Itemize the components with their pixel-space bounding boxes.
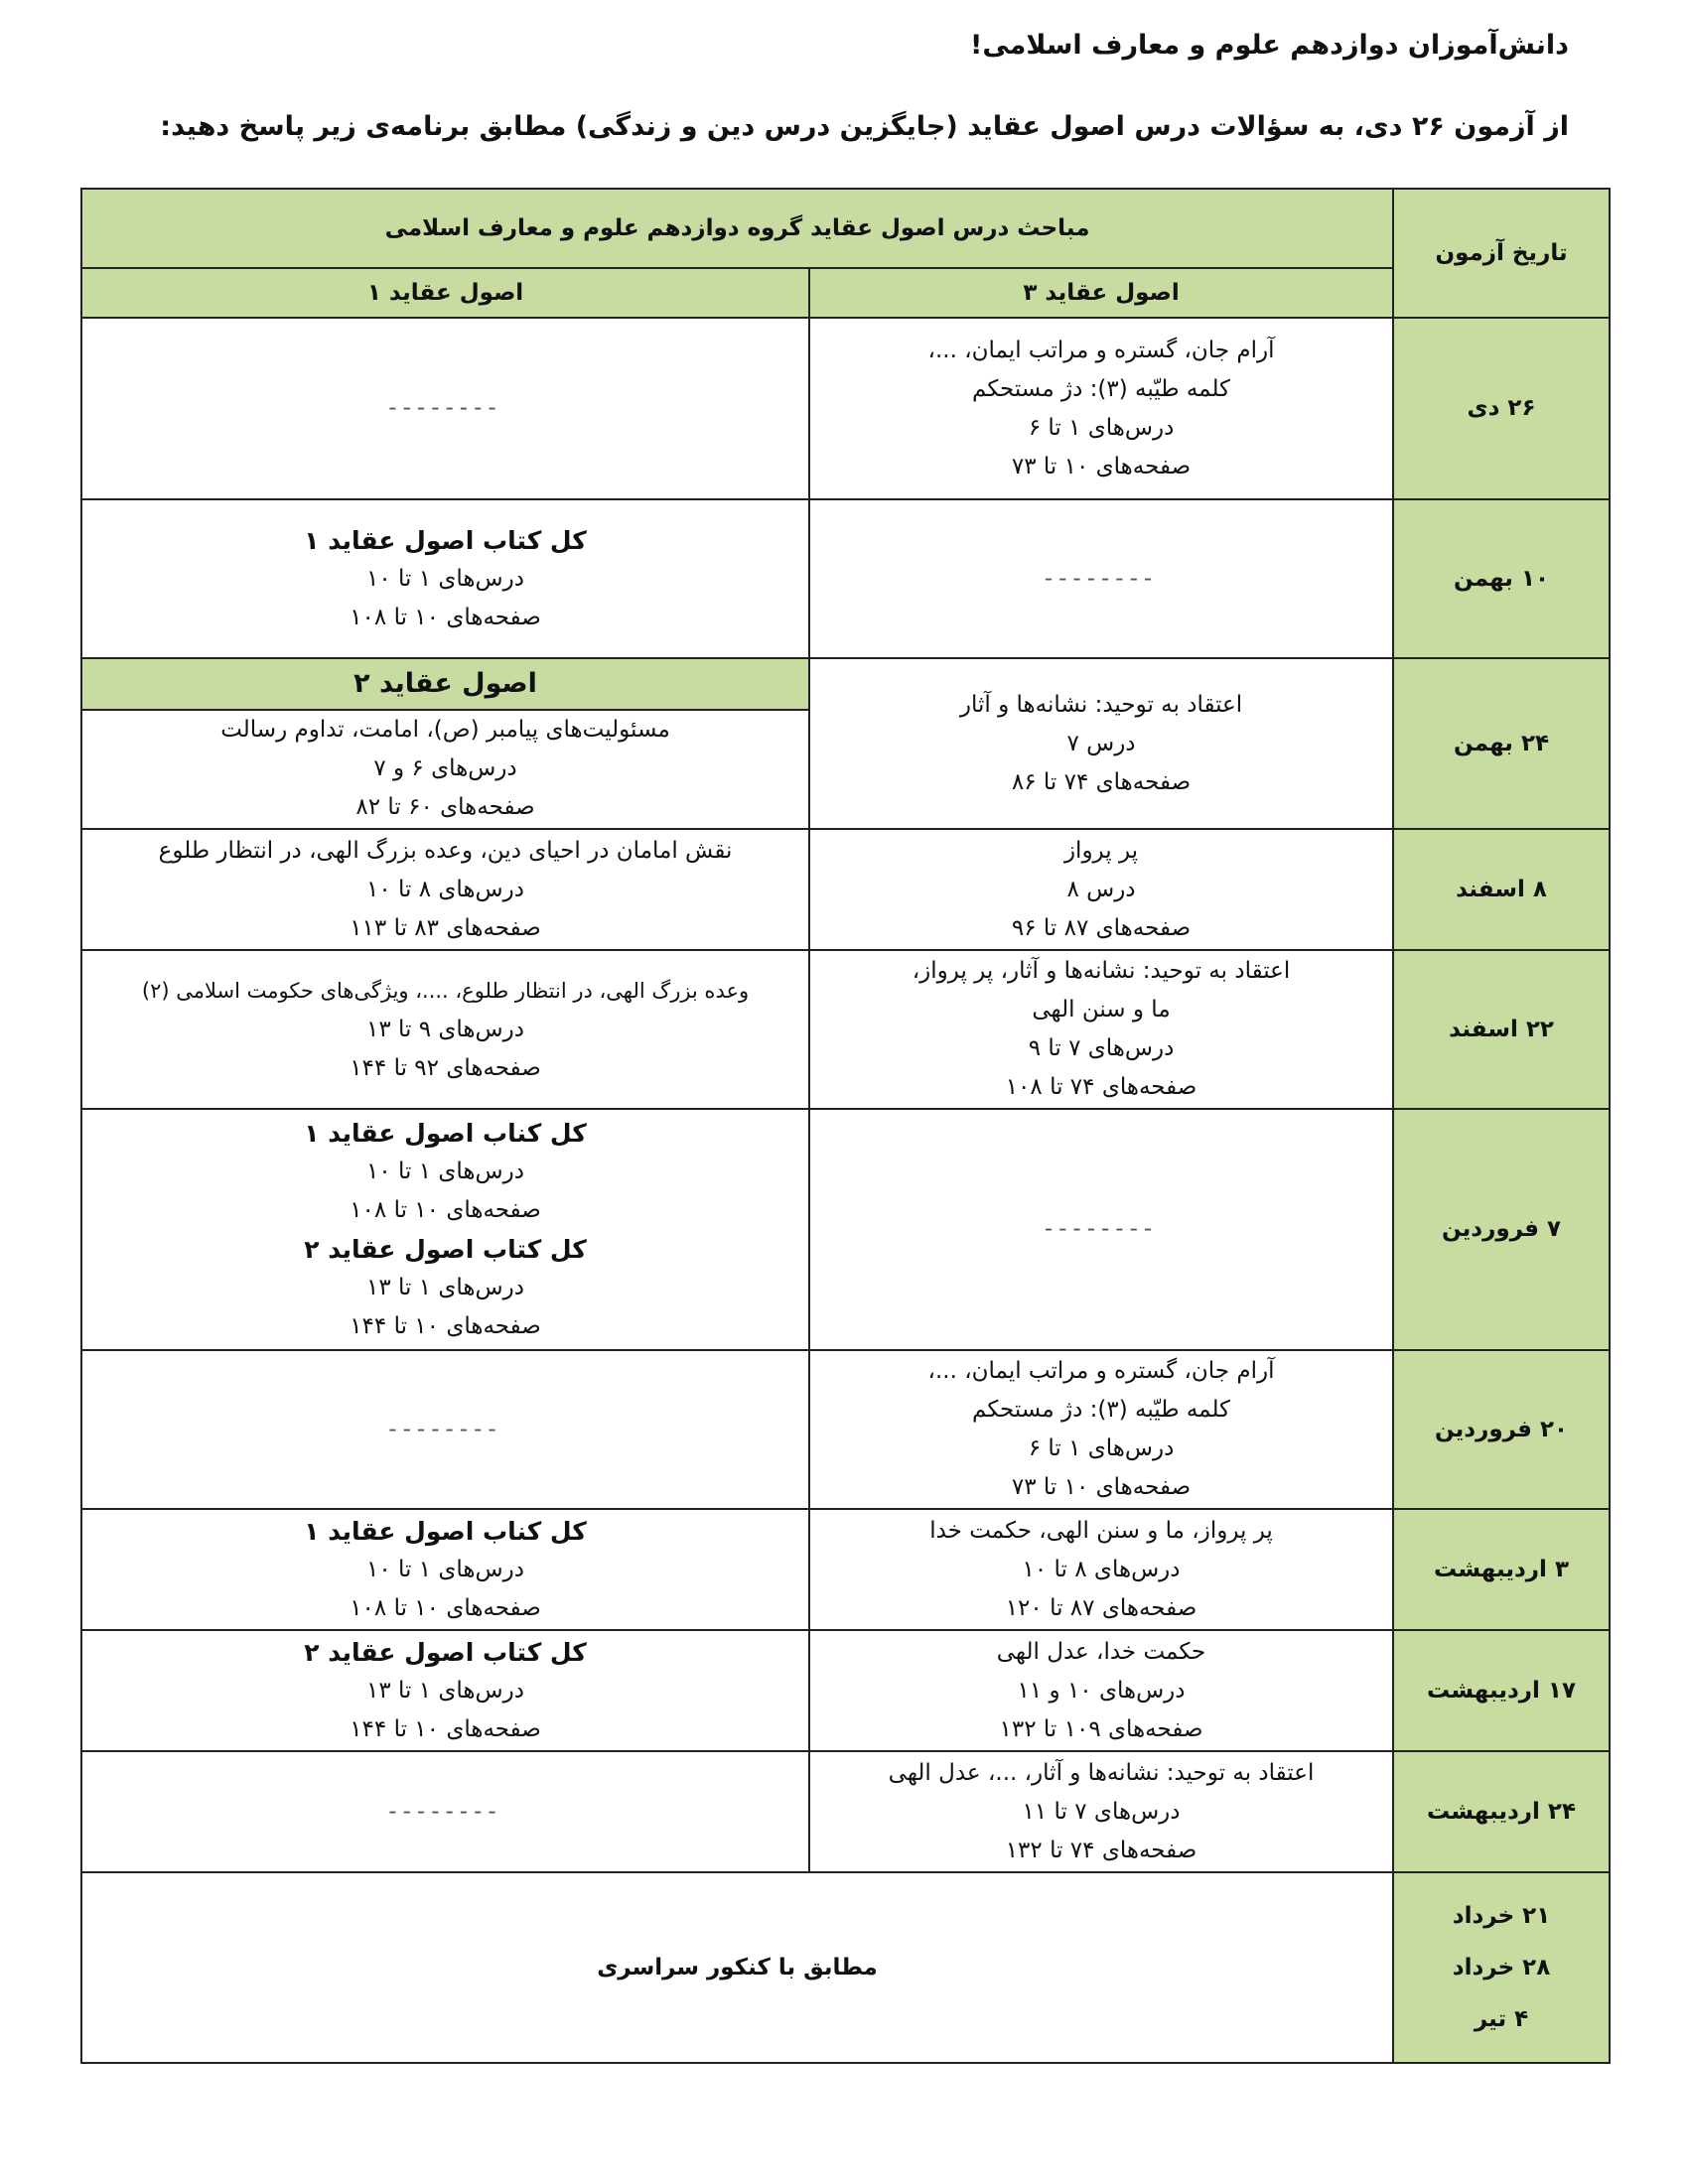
table-row <box>81 499 1610 658</box>
empty-dash: -------- <box>81 1751 809 1872</box>
col3-cell <box>809 829 1393 950</box>
table-row <box>81 829 1610 950</box>
col3-cell <box>809 950 1393 1109</box>
col1-cell <box>81 829 809 950</box>
whole-book-title: کل کناب اصول عقاید ۱ <box>304 1516 587 1546</box>
lessons-line: درس‌های ۷ تا ۹ <box>1028 1035 1175 1061</box>
lessons-line: درس ۷ <box>1066 730 1136 756</box>
pages-line: صفحه‌های ۷۴ تا ۱۰۸ <box>1005 1074 1197 1100</box>
empty-dash: -------- <box>81 1350 809 1509</box>
lessons-line: درس ۸ <box>1066 876 1136 902</box>
col1-cell <box>81 1509 809 1630</box>
pages-line: صفحه‌های ۸۳ تا ۱۱۳ <box>350 914 541 941</box>
main-header: مباحث درس اصول عقاید گروه دوازدهم علوم و معارف اسلامی <box>81 189 1393 268</box>
pages-line: صفحه‌های ۹۲ تا ۱۴۴ <box>350 1054 541 1081</box>
exam-date: ۲۱ خرداد <box>1452 1903 1551 1929</box>
intro-greeting: دانش‌آموزان دوازدهم علوم و معارف اسلامی! <box>970 30 1569 61</box>
lessons-line: درس‌های ۷ تا ۱۱ <box>1022 1798 1181 1825</box>
lessons-line: درس‌های ۱ تا ۶ <box>1028 414 1175 441</box>
final-dates <box>1393 1872 1610 2063</box>
col1-cell <box>81 950 809 1109</box>
col1-cell <box>81 658 809 829</box>
whole-book-title: کل کتاب اصول عقاید ۲ <box>304 1234 587 1264</box>
lessons-line: درس‌های ۱ تا ۱۳ <box>366 1274 524 1300</box>
empty-dash: -------- <box>81 318 809 499</box>
topic-line: مسئولیت‌های پیامبر (ص)، امامت، تداوم رسالت <box>220 717 670 743</box>
pages-line: صفحه‌های ۸۷ تا ۱۲۰ <box>1005 1594 1197 1621</box>
topic-line: ما و سنن الهی <box>1032 997 1171 1023</box>
pages-line: صفحه‌های ۷۴ تا ۱۳۲ <box>1005 1837 1197 1863</box>
intro-instructions: از آزمون ۲۶ دی، به سؤالات درس اصول عقاید (جایگزین درس دین و زندگی) مطابق برنامه‌ی زیر پاسخ دهید: <box>160 111 1569 142</box>
topic-line: کلمه طیّبه (۳): دژ مستحکم <box>972 375 1231 402</box>
lessons-line: درس‌های ۶ و ۷ <box>373 755 517 781</box>
empty-dash: -------- <box>809 499 1393 658</box>
col1-cell <box>81 1630 809 1751</box>
col1-header: اصول عقاید ۱ <box>81 268 809 318</box>
lessons-line: درس‌های ۱ تا ۶ <box>1028 1435 1175 1461</box>
pages-line: صفحه‌های ۷۴ تا ۸۶ <box>1011 768 1192 795</box>
col3-header: اصول عقاید ۳ <box>809 268 1393 318</box>
exam-date: ۲۰ فروردین <box>1393 1350 1610 1509</box>
exam-date: ۲۲ اسفند <box>1393 950 1610 1109</box>
pages-line: صفحه‌های ۱۰ تا ۱۰۸ <box>350 1196 541 1223</box>
lessons-line: درس‌های ۱۰ و ۱۱ <box>1017 1677 1186 1704</box>
table-row <box>81 1109 1610 1350</box>
col1-cell <box>81 1109 809 1350</box>
exam-date: ۴ تیر <box>1474 2006 1529 2032</box>
lessons-line: درس‌های ۹ تا ۱۳ <box>366 1016 524 1042</box>
pages-line: صفحه‌های ۸۷ تا ۹۶ <box>1011 914 1192 941</box>
exam-date: ۷ فروردین <box>1393 1109 1610 1350</box>
table-row-final <box>81 1872 1610 2063</box>
col3-cell <box>809 318 1393 499</box>
lessons-line: درس‌های ۱ تا ۱۰ <box>366 565 524 592</box>
table-row <box>81 318 1610 499</box>
pages-line: صفحه‌های ۱۰ تا ۱۴۴ <box>350 1715 541 1742</box>
pages-line: صفحه‌های ۱۰۹ تا ۱۳۲ <box>999 1715 1203 1742</box>
exam-date: ۲۴ بهمن <box>1393 658 1610 829</box>
pages-line: صفحه‌های ۶۰ تا ۸۲ <box>355 794 535 820</box>
exam-date: ۲۶ دی <box>1393 318 1610 499</box>
final-note: مطابق با کنکور سراسری <box>81 1872 1393 2063</box>
topic-line: نقش امامان در احیای دین، وعده بزرگ الهی، در انتظار طلوع <box>158 837 733 864</box>
table-row <box>81 1751 1610 1872</box>
empty-dash: -------- <box>809 1109 1393 1350</box>
exam-date: ۲۴ اردیبهشت <box>1393 1751 1610 1872</box>
exam-date: ۸ اسفند <box>1393 829 1610 950</box>
pages-line: صفحه‌های ۱۰ تا ۷۳ <box>1011 1474 1192 1500</box>
topic-line: کلمه طیّبه (۳): دژ مستحکم <box>972 1397 1231 1423</box>
table-row <box>81 1630 1610 1751</box>
lessons-line: درس‌های ۱ تا ۱۰ <box>366 1556 524 1582</box>
whole-book-title: کل کتاب اصول عقاید ۲ <box>304 1637 587 1667</box>
table-row <box>81 950 1610 1109</box>
topic-line: پر پرواز <box>1063 837 1139 864</box>
pages-line: صفحه‌های ۱۰ تا ۷۳ <box>1011 453 1192 479</box>
col3-cell <box>809 658 1393 829</box>
date-header: تاریخ آزمون <box>1393 189 1610 318</box>
table-row <box>81 1350 1610 1509</box>
lessons-line: درس‌های ۱ تا ۱۰ <box>366 1158 524 1184</box>
topic-line: اعتقاد به توحید: نشانه‌ها و آثار، ...، عدل الهی <box>888 1759 1315 1786</box>
pages-line: صفحه‌های ۱۰ تا ۱۰۸ <box>350 1594 541 1621</box>
col3-cell <box>809 1350 1393 1509</box>
topic-line: آرام جان، گستره و مراتب ایمان، ...، <box>927 337 1275 363</box>
lessons-line: درس‌های ۱ تا ۱۳ <box>366 1677 524 1704</box>
exam-date: ۳ اردیبهشت <box>1393 1509 1610 1630</box>
topic-line: آرام جان، گستره و مراتب ایمان، ...، <box>927 1358 1275 1384</box>
exam-date: ۲۸ خرداد <box>1452 1955 1551 1980</box>
col3-cell <box>809 1509 1393 1630</box>
col3-cell <box>809 1630 1393 1751</box>
exam-schedule-table <box>80 188 1611 2064</box>
lessons-line: درس‌های ۸ تا ۱۰ <box>1022 1556 1181 1582</box>
col1-cell <box>81 499 809 658</box>
exam-date: ۱۰ بهمن <box>1393 499 1610 658</box>
table-row <box>81 1509 1610 1630</box>
topic-line: وعده بزرگ الهی، در انتظار طلوع، ....، ویژگی‌های حکومت اسلامی (۲) <box>141 978 750 1003</box>
exam-date: ۱۷ اردیبهشت <box>1393 1630 1610 1751</box>
pages-line: صفحه‌های ۱۰ تا ۱۰۸ <box>350 604 541 630</box>
table-row <box>81 658 1610 829</box>
pages-line: صفحه‌های ۱۰ تا ۱۴۴ <box>350 1312 541 1339</box>
col2-subheader: اصول عقاید ۲ <box>82 659 808 711</box>
lessons-line: درس‌های ۸ تا ۱۰ <box>366 876 524 902</box>
whole-book-title: کل کناب اصول عقاید ۱ <box>304 1118 587 1148</box>
col3-cell <box>809 1751 1393 1872</box>
whole-book-title: کل کتاب اصول عقاید ۱ <box>304 525 587 555</box>
topic-line: اعتقاد به توحید: نشانه‌ها و آثار <box>959 691 1243 718</box>
topic-line: پر پرواز، ما و سنن الهی، حکمت خدا <box>929 1517 1273 1544</box>
topic-line: اعتقاد به توحید: نشانه‌ها و آثار، پر پرواز، <box>912 958 1291 984</box>
topic-line: حکمت خدا، عدل الهی <box>996 1638 1206 1665</box>
